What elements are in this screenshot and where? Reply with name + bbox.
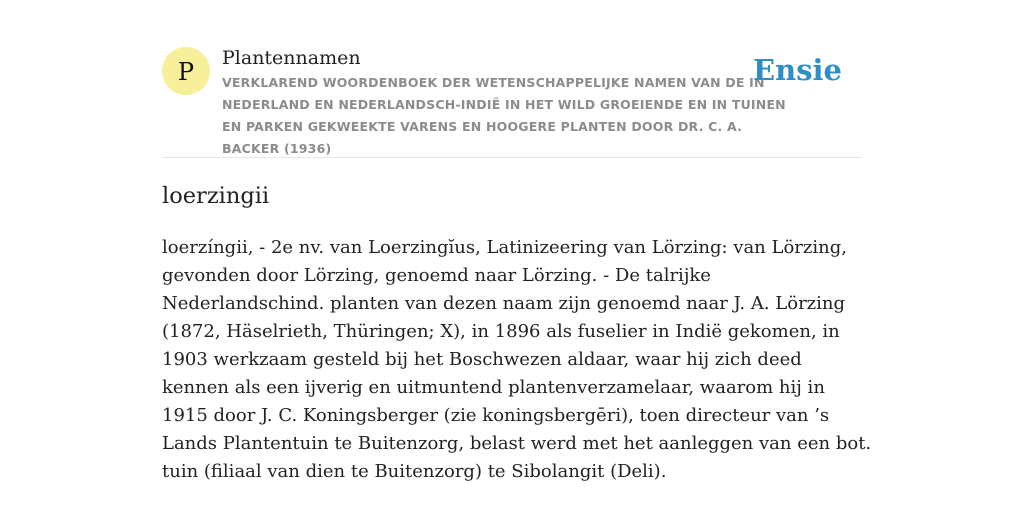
entry-paragraph: loerzíngii, - 2e nv. van Loerzingĭus, Latinizeering van Lörzing: van Lörzing, gevonden door Lörzing, genoemd naar Lörzing. - De talrijke Nederlandschind. planten van dezen naam zijn genoemd naar J. A. Lörzing (1872, Häselrieth, Thüringen; X), in 1896 als fuselier in Indië gekomen, in 1903 werkzaam gesteld bij het Boschwezen aldaar, waar hij zich deed kennen als een ijverig en uitmuntend plantenverzamelaar, waarom hij in 1915 door J. C. Koningsberger (zie koningsbergēri), toen directeur van ’s Lands Plantentuin te Buitenzorg, belast werd met het aanleggen van een bot. tuin (filiaal van dien te Buitenzorg) te Sibolangit (Deli). <box>162 237 872 482</box>
ensie-logo-link[interactable]: Ensie <box>753 53 842 87</box>
book-subtitle: VERKLAREND WOORDENBOEK DER WETENSCHAPPELIJKE NAMEN VAN DE IN NEDERLAND EN NEDERLANDSCH-INDIË IN HET WILD GROEIENDE EN IN TUINEN EN PARKEN GEKWEEKTE VARENS EN HOOGERE PLANTEN DOOR DR. C. A. BACKER (1936) <box>222 75 786 156</box>
book-header <box>162 44 862 157</box>
entry-title: loerzingii <box>162 183 270 209</box>
book-title[interactable]: Plantennamen <box>222 47 361 69</box>
header-divider <box>162 157 862 158</box>
book-avatar[interactable] <box>162 47 210 95</box>
entry-body <box>162 234 872 506</box>
avatar-letter: P <box>177 57 195 86</box>
